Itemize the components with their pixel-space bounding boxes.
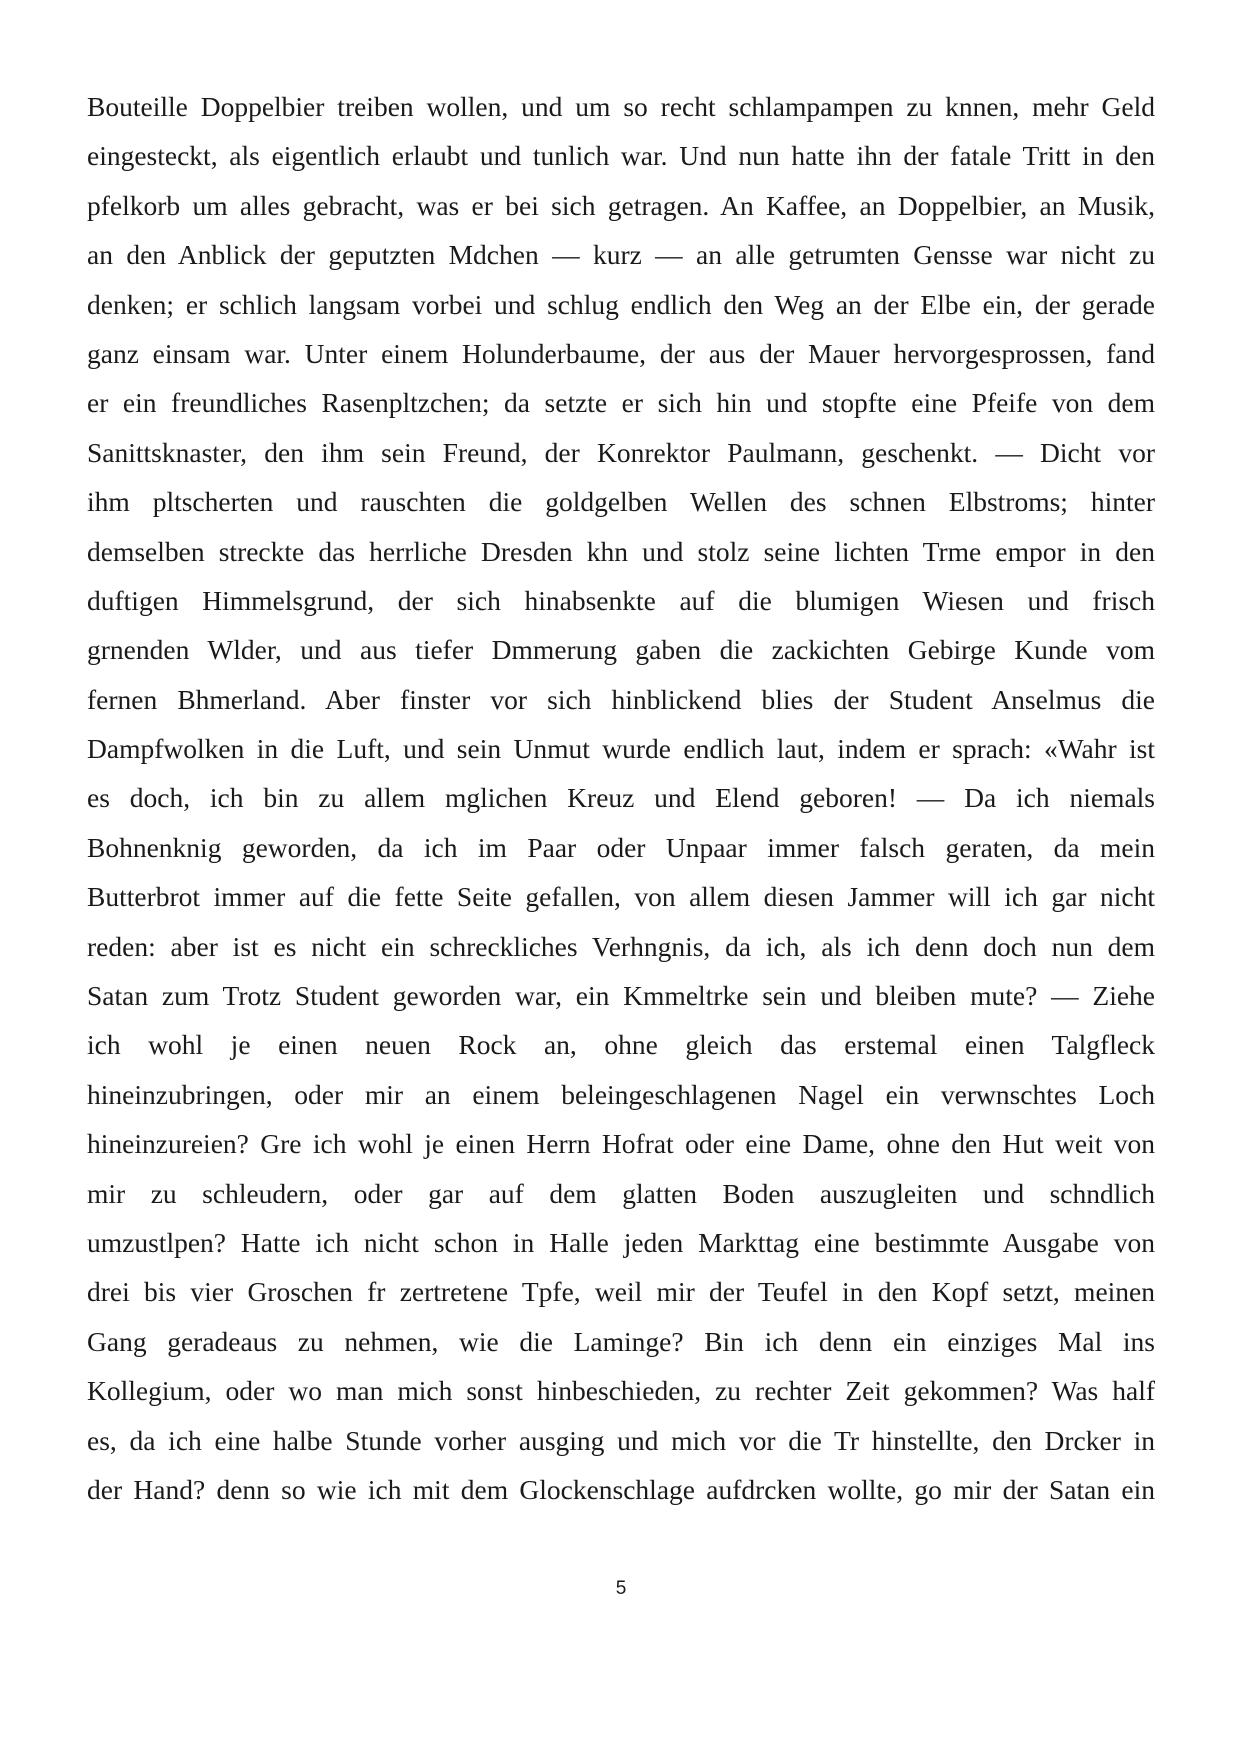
text-line: Dampfwolken in die Luft, und sein Unmut wurde endlich laut, indem er sprach: «Wahr ist xyxy=(87,733,1155,765)
text-line: Butterbrot immer auf die fette Seite gefallen, von allem diesen Jammer will ich gar nicht xyxy=(87,881,1155,913)
text-line: Bohnenknig geworden, da ich im Paar oder Unpaar immer falsch geraten, da mein xyxy=(87,831,1155,863)
body-text xyxy=(87,82,1155,1514)
text-line: es doch, ich bin zu allem mglichen Kreuz und Elend geboren! — Da ich niemals xyxy=(87,782,1155,814)
text-line: Satan zum Trotz Student geworden war, ein Kmmeltrke sein und bleiben mute? — Ziehe xyxy=(87,980,1155,1012)
text-line: grnenden Wlder, und aus tiefer Dmmerung gaben die zackichten Gebirge Kunde vom xyxy=(87,634,1155,666)
text-line: mir zu schleudern, oder gar auf dem glatten Boden auszugleiten und schndlich xyxy=(87,1177,1155,1209)
text-line: Kollegium, oder wo man mich sonst hinbeschieden, zu rechter Zeit gekommen? Was half xyxy=(87,1375,1155,1407)
text-line: er ein freundliches Rasenpltzchen; da setzte er sich hin und stopfte eine Pfeife von dem xyxy=(87,387,1155,419)
text-line: pfelkorb um alles gebracht, was er bei sich getragen. An Kaffee, an Doppelbier, an Musik, xyxy=(87,189,1155,221)
text-line: umzustlpen? Hatte ich nicht schon in Halle jeden Markttag eine bestimmte Ausgabe von xyxy=(87,1226,1155,1258)
text-line: es, da ich eine halbe Stunde vorher ausging und mich vor die Tr hinstellte, den Drcker in xyxy=(87,1424,1155,1456)
text-line: fernen Bhmerland. Aber finster vor sich hinblickend blies der Student Anselmus die xyxy=(87,683,1155,715)
text-line: Bouteille Doppelbier treiben wollen, und um so recht schlampampen zu knnen, mehr Geld xyxy=(87,91,1155,122)
text-line: an den Anblick der geputzten Mdchen — kurz — an alle getrumten Gensse war nicht zu xyxy=(87,239,1155,271)
text-line: ihm pltscherten und rauschten die goldgelben Wellen des schnen Elbstroms; hinter xyxy=(87,486,1155,518)
text-line: ich wohl je einen neuen Rock an, ohne gleich das erstemal einen Talgfleck xyxy=(87,1029,1155,1061)
text-line: Gang geradeaus zu nehmen, wie die Laminge? Bin ich denn ein einziges Mal ins xyxy=(87,1325,1155,1357)
text-line: Sanittsknaster, den ihm sein Freund, der Konrektor Paulmann, geschenkt. — Dicht vor xyxy=(87,436,1155,468)
text-line: reden: aber ist es nicht ein schreckliches Verhngnis, da ich, als ich denn doch nun dem xyxy=(87,930,1155,962)
text-line: hineinzubringen, oder mir an einem beleingeschlagenen Nagel ein verwnschtes Loch xyxy=(87,1078,1155,1110)
text-line: hineinzureien? Gre ich wohl je einen Herrn Hofrat oder eine Dame, ohne den Hut weit von xyxy=(87,1128,1155,1160)
text-line: denken; er schlich langsam vorbei und schlug endlich den Weg an der Elbe ein, der gerade xyxy=(87,288,1155,320)
text-line: ganz einsam war. Unter einem Holunderbaume, der aus der Mauer hervorgesprossen, fand xyxy=(87,337,1155,369)
text-line: demselben streckte das herrliche Dresden khn und stolz seine lichten Trme empor in den xyxy=(87,535,1155,567)
text-line: drei bis vier Groschen fr zertretene Tpfe, weil mir der Teufel in den Kopf setzt, meinen xyxy=(87,1276,1155,1308)
text-line: eingesteckt, als eigentlich erlaubt und tunlich war. Und nun hatte ihn der fatale Tritt in den xyxy=(87,140,1155,172)
text-line: der Hand? denn so wie ich mit dem Glockenschlage aufdrcken wollte, go mir der Satan ein xyxy=(87,1473,1155,1505)
text-line: duftigen Himmelsgrund, der sich hinabsenkte auf die blumigen Wiesen und frisch xyxy=(87,584,1155,616)
page-number: 5 xyxy=(615,1578,627,1599)
